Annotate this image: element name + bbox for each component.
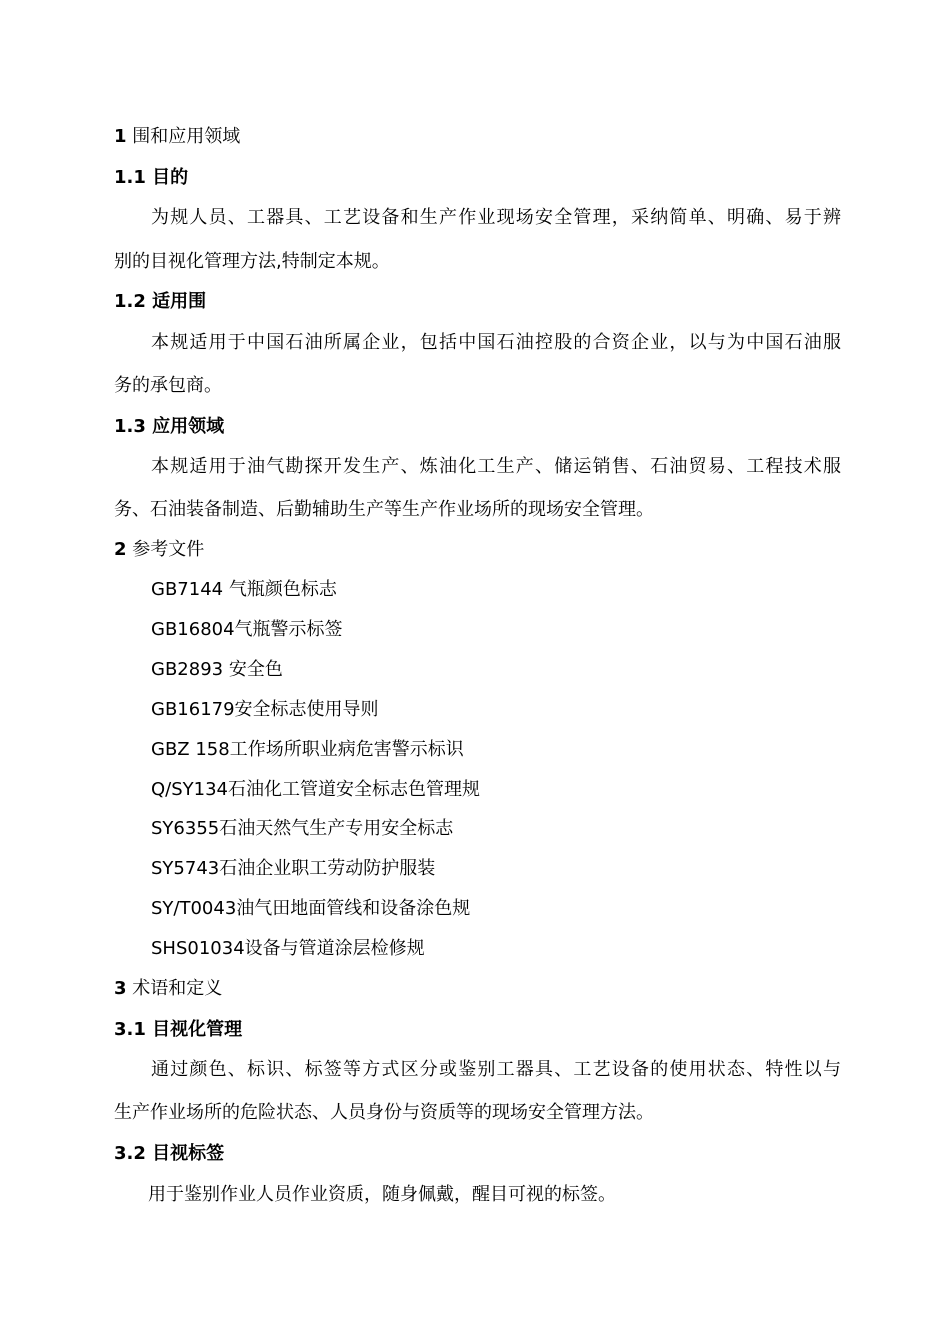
reference-item: Q/SY134石油化工管道安全标志色管理规 [151, 779, 481, 800]
section-3-1-heading: 3.1 目视化管理 [114, 1019, 243, 1040]
reference-item: GB16804气瓶警示标签 [151, 619, 343, 640]
section-title: 参考文件 [132, 539, 205, 560]
section-2-heading [114, 538, 204, 562]
reference-item: GBZ 158工作场所职业病危害警示标识 [151, 739, 464, 760]
section-1-2-paragraph-line-1: 本规适用于中国石油所属企业，包括中国石油控股的合资企业，以与为中国石油服 [151, 332, 841, 353]
section-1-1-paragraph-line-2: 别的目视化管理方法,特制定本规。 [114, 251, 390, 272]
reference-item: SY5743石油企业职工劳动防护服装 [151, 858, 436, 879]
reference-item: GB16179安全标志使用导则 [151, 699, 379, 720]
section-number: 3 [114, 978, 127, 999]
section-3-heading [114, 977, 222, 1001]
section-title: 围和应用领域 [132, 126, 241, 147]
section-3-1-paragraph-line-1: 通过颜色、标识、标签等方式区分或鉴别工器具、工艺设备的使用状态、特性以与 [151, 1059, 841, 1080]
reference-item: SY/T0043油气田地面管线和设备涂色规 [151, 898, 471, 919]
reference-item: GB2893 安全色 [151, 659, 283, 680]
section-3-2-paragraph: 用于鉴别作业人员作业资质，随身佩戴，醒目可视的标签。 [148, 1184, 616, 1205]
section-1-2-paragraph-line-2: 务的承包商。 [114, 375, 222, 396]
section-1-1-heading: 1.1 目的 [114, 167, 189, 188]
section-number: 1 [114, 126, 127, 147]
section-1-3-paragraph-line-2: 务、石油装备制造、后勤辅助生产等生产作业场所的现场安全管理。 [114, 499, 654, 520]
reference-item: SHS01034设备与管道涂层检修规 [151, 938, 425, 959]
section-1-3-paragraph-line-1: 本规适用于油气勘探开发生产、炼油化工生产、储运销售、石油贸易、工程技术服 [151, 456, 841, 477]
section-1-heading [114, 125, 240, 149]
section-3-1-paragraph-line-2: 生产作业场所的危险状态、人员身份与资质等的现场安全管理方法。 [114, 1102, 654, 1123]
reference-item: GB7144 气瓶颜色标志 [151, 579, 337, 600]
section-1-3-heading: 1.3 应用领域 [114, 416, 225, 437]
section-1-1-paragraph-line-1: 为规人员、工器具、工艺设备和生产作业现场安全管理，采纳简单、明确、易于辨 [151, 207, 841, 228]
section-1-2-heading: 1.2 适用围 [114, 291, 207, 312]
section-3-2-heading: 3.2 目视标签 [114, 1143, 225, 1164]
section-title: 术语和定义 [132, 978, 223, 999]
section-number: 2 [114, 539, 127, 560]
reference-item: SY6355石油天然气生产专用安全标志 [151, 818, 454, 839]
